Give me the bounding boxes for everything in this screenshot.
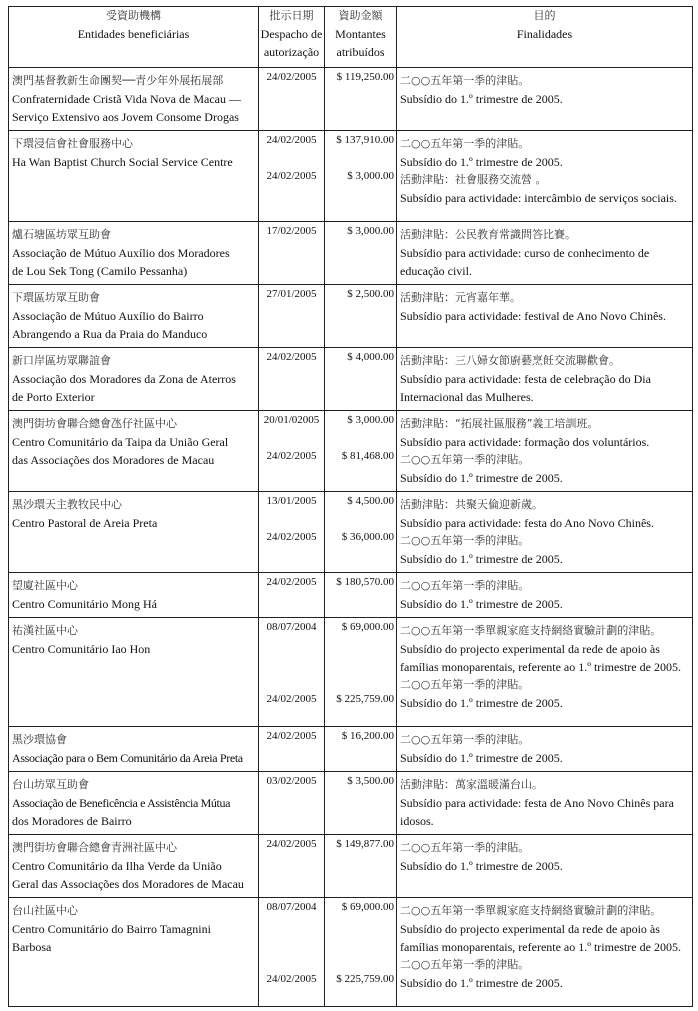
header-date [259, 7, 325, 68]
purpose-zh: 二○○五年第一季單親家庭支持網絡實驗計劃的津貼。 [400, 624, 662, 637]
purpose-pt: Subsídio para actividade: festa do Ano Novo Chinês. [400, 516, 654, 530]
date-cell [259, 835, 325, 898]
entity-cell [9, 727, 259, 772]
purpose-zh: 活動津貼：社會服務交流營 。 [400, 173, 547, 186]
table-row [9, 492, 693, 573]
entity-name-pt: de Porto Exterior [12, 390, 95, 404]
date-cell [259, 573, 325, 618]
grant-date: 24/02/2005 [266, 973, 317, 985]
entity-name-pt: Associação de Mútuo Auxílio dos Moradores [12, 246, 230, 260]
entity-name-zh: 澳門街坊會聯合總會氹仔社區中心 [12, 417, 177, 430]
amount-cell [325, 772, 397, 835]
grant-amount: $ 4,000.00 [347, 351, 394, 363]
header-date-zh: 批示日期 [269, 9, 314, 22]
entity-cell [9, 131, 259, 222]
grant-amount: $ 180,570.00 [336, 576, 394, 588]
entity-name-zh: 澳門街坊會聯合總會青洲社區中心 [12, 841, 177, 854]
grant-amount: $ 3,000.00 [347, 170, 394, 182]
purpose-cell [397, 131, 693, 222]
grant-amount: $ 16,200.00 [341, 730, 394, 742]
entity-name-pt: Centro Comunitário da Taipa da União Geral [12, 435, 229, 449]
entity-name-pt: de Lou Sek Tong (Camilo Pessanha) [12, 264, 188, 278]
purpose-zh: 二○○五年第一季的津貼。 [400, 534, 530, 547]
amount-cell [325, 573, 397, 618]
purpose-zh: 二○○五年第一季單親家庭支持網絡實驗計劃的津貼。 [400, 904, 662, 917]
grant-date: 24/02/2005 [266, 71, 317, 83]
grant-amount: $ 225,759.00 [336, 973, 394, 985]
header-amount-pt-1: Montantes [335, 27, 386, 41]
date-cell [259, 772, 325, 835]
purpose-cell [397, 285, 693, 348]
entity-name-zh: 台山社區中心 [12, 904, 78, 917]
entity-name-pt: Associação de Beneficência e Assistência Mútua [12, 796, 231, 810]
entity-name-pt: Associação de Mútuo Auxílio do Bairro [12, 309, 204, 323]
purpose-pt: Subsídio para actividade: festa de celebração do Dia Internacional das Mulheres. [400, 372, 651, 404]
purpose-pt: Subsídio do 1.º trimestre de 2005. [400, 859, 563, 873]
purpose-zh: 活動津貼：元宵嘉年華。 [400, 291, 521, 304]
table-row [9, 222, 693, 285]
date-cell [259, 285, 325, 348]
purpose-cell [397, 618, 693, 727]
amount-cell [325, 68, 397, 131]
grant-date: 24/02/2005 [266, 134, 317, 146]
date-cell [259, 898, 325, 1007]
purpose-zh: 二○○五年第一季的津貼。 [400, 579, 530, 592]
grant-date: 24/02/2005 [266, 450, 317, 462]
header-date-pt-2: autorização [263, 45, 320, 59]
amount-cell [325, 492, 397, 573]
purpose-pt: Subsídio do 1.º trimestre de 2005. [400, 552, 563, 566]
grant-amount: $ 69,000.00 [341, 621, 394, 633]
amount-cell [325, 898, 397, 1007]
entity-name-zh: 黑沙環協會 [12, 733, 67, 746]
table-row [9, 131, 693, 222]
purpose-pt: Subsídio do 1.º trimestre de 2005. [400, 471, 563, 485]
entity-name-pt: Centro Comunitário do Bairro Tamagnini [12, 922, 211, 936]
grant-amount: $ 81,468.00 [341, 450, 394, 462]
purpose-cell [397, 68, 693, 131]
purpose-pt: Subsídio do 1.º trimestre de 2005. [400, 751, 563, 765]
grant-amount: $ 3,000.00 [347, 225, 394, 237]
grant-amount: $ 2,500.00 [347, 288, 394, 300]
grant-date: 13/01/2005 [266, 495, 317, 507]
header-purpose [397, 7, 693, 68]
entity-cell [9, 618, 259, 727]
entity-cell [9, 898, 259, 1007]
entity-name-zh: 望廈社區中心 [12, 579, 78, 592]
purpose-cell [397, 835, 693, 898]
purpose-zh: 二○○五年第一季的津貼。 [400, 958, 530, 971]
purpose-pt: Subsídio do 1.º trimestre de 2005. [400, 696, 563, 710]
entity-name-pt: dos Moradores de Bairro [12, 814, 132, 828]
amount-cell [325, 618, 397, 727]
purpose-pt: Subsídio do 1.º trimestre de 2005. [400, 597, 563, 611]
grants-table [8, 6, 693, 1007]
grant-date: 24/02/2005 [266, 576, 317, 588]
purpose-zh: 二○○五年第一季的津貼。 [400, 733, 530, 746]
header-entity-zh: 受資助機構 [106, 9, 161, 22]
header-entity [9, 7, 259, 68]
grant-amount: $ 4,500.00 [347, 495, 394, 507]
table-row [9, 68, 693, 131]
entity-name-pt: Associação para o Bem Comunitário da Areia Preta [12, 751, 243, 765]
grant-date: 08/07/2004 [266, 901, 317, 913]
entity-name-zh: 下環區坊眾互助會 [12, 291, 100, 304]
grant-amount: $ 3,000.00 [347, 414, 394, 426]
purpose-zh: 活動津貼：萬家溫暖滿台山。 [400, 778, 543, 791]
header-entity-pt: Entidades beneficiárias [77, 27, 190, 41]
purpose-cell [397, 348, 693, 411]
amount-cell [325, 727, 397, 772]
purpose-zh: 活動津貼：三八婦女節廚藝烹飪交流聯歡會。 [400, 354, 620, 367]
grant-date: 24/02/2005 [266, 730, 317, 742]
grant-date: 24/02/2005 [266, 693, 317, 705]
header-amount-pt-2: atribuídos [336, 45, 385, 59]
amount-cell [325, 131, 397, 222]
purpose-zh: 二○○五年第一季的津貼。 [400, 678, 530, 691]
entity-name-zh: 祐漢社區中心 [12, 624, 78, 637]
table-row [9, 835, 693, 898]
grant-date: 17/02/2005 [266, 225, 317, 237]
grant-amount: $ 149,877.00 [336, 838, 394, 850]
header-amount-zh: 資助金額 [338, 9, 383, 22]
purpose-zh: 二○○五年第一季的津貼。 [400, 453, 530, 466]
purpose-zh: 二○○五年第一季的津貼。 [400, 137, 530, 150]
entity-name-pt: Centro Comunitário da Ilha Verde da União [12, 859, 222, 873]
purpose-cell [397, 222, 693, 285]
grant-amount: $ 36,000.00 [341, 531, 394, 543]
purpose-cell [397, 492, 693, 573]
purpose-zh: 活動津貼：公民教育常識問答比賽。 [400, 228, 576, 241]
entity-name-pt: Barbosa [12, 940, 52, 954]
purpose-cell [397, 772, 693, 835]
entity-name-zh: 台山坊眾互助會 [12, 778, 89, 791]
grant-date: 08/07/2004 [266, 621, 317, 633]
entity-name-pt: Centro Comunitário Iao Hon [12, 642, 151, 656]
purpose-pt: Subsídio do projecto experimental da rede de apoio às famílias monoparentais, referente ao 1.º trimestre de 2005. [400, 642, 681, 674]
grant-date: 24/02/2005 [266, 170, 317, 182]
header-amount [325, 7, 397, 68]
purpose-pt: Subsídio para actividade: formação dos voluntários. [400, 435, 650, 449]
entity-name-zh: 黑沙環天主教牧民中心 [12, 498, 122, 511]
header-purpose-zh: 目的 [533, 9, 556, 22]
table-row [9, 727, 693, 772]
grants-body [9, 68, 693, 1007]
grant-amount: $ 3,500.00 [347, 775, 394, 787]
entity-cell [9, 492, 259, 573]
table-row [9, 573, 693, 618]
date-cell [259, 68, 325, 131]
grant-amount: $ 137,910.00 [336, 134, 394, 146]
entity-name-zh: 下環浸信會社會服務中心 [12, 137, 133, 150]
purpose-zh: 活動津貼：“拓展社區服務”義工培訓班。 [400, 417, 599, 430]
purpose-pt: Subsídio para actividade: intercâmbio de serviços sociais. [400, 191, 677, 205]
entity-name-pt: Geral das Associações dos Moradores de Macau [12, 877, 244, 891]
table-row [9, 348, 693, 411]
entity-cell [9, 411, 259, 492]
date-cell [259, 131, 325, 222]
purpose-zh: 活動津貼：共聚天倫迎新歲。 [400, 498, 543, 511]
entity-name-pt: Centro Comunitário Mong Há [12, 597, 157, 611]
entity-cell [9, 772, 259, 835]
entity-name-zh: 爐石塘區坊眾互助會 [12, 228, 111, 241]
entity-cell [9, 573, 259, 618]
amount-cell [325, 222, 397, 285]
entity-name-pt: Confraternidade Cristã Vida Nova de Macau — [12, 92, 241, 106]
entity-cell [9, 68, 259, 131]
purpose-cell [397, 573, 693, 618]
purpose-pt: Subsídio para actividade: curso de conhecimento de educação civil. [400, 246, 650, 278]
entity-name-pt: Abrangendo a Rua da Praia do Manduco [12, 327, 208, 341]
grant-amount: $ 69,000.00 [341, 901, 394, 913]
amount-cell [325, 835, 397, 898]
date-cell [259, 411, 325, 492]
table-row [9, 618, 693, 727]
entity-name-pt: Ha Wan Baptist Church Social Service Centre [12, 155, 233, 169]
date-cell [259, 222, 325, 285]
purpose-cell [397, 411, 693, 492]
entity-name-pt: Serviço Extensivo aos Jovem Consome Drogas [12, 110, 239, 124]
date-cell [259, 348, 325, 411]
date-cell [259, 727, 325, 772]
grant-date: 03/02/2005 [266, 775, 317, 787]
grant-amount: $ 225,759.00 [336, 693, 394, 705]
entity-name-pt: Associação dos Moradores da Zona de Aterros [12, 372, 236, 386]
grant-date: 20/01/02005 [263, 414, 320, 426]
purpose-pt: Subsídio do projecto experimental da rede de apoio às famílias monoparentais, referente ao 1.º trimestre de 2005. [400, 922, 681, 954]
table-row [9, 411, 693, 492]
entity-name-zh: 澳門基督教新生命團契──青少年外展拓展部 [12, 74, 224, 87]
entity-cell [9, 835, 259, 898]
grant-amount: $ 119,250.00 [336, 71, 394, 83]
purpose-cell [397, 898, 693, 1007]
purpose-zh: 二○○五年第一季的津貼。 [400, 74, 530, 87]
date-cell [259, 492, 325, 573]
grant-date: 24/02/2005 [266, 531, 317, 543]
amount-cell [325, 411, 397, 492]
table-row [9, 898, 693, 1007]
entity-cell [9, 348, 259, 411]
amount-cell [325, 285, 397, 348]
grant-date: 24/02/2005 [266, 351, 317, 363]
purpose-pt: Subsídio do 1.º trimestre de 2005. [400, 976, 563, 990]
purpose-pt: Subsídio do 1.º trimestre de 2005. [400, 92, 563, 106]
header-purpose-pt: Finalidades [516, 27, 573, 41]
entity-cell [9, 285, 259, 348]
purpose-cell [397, 727, 693, 772]
table-row [9, 772, 693, 835]
purpose-zh: 二○○五年第一季的津貼。 [400, 841, 530, 854]
purpose-pt: Subsídio para actividade: festa de Ano Novo Chinês para idosos. [400, 796, 674, 828]
date-cell [259, 618, 325, 727]
purpose-pt: Subsídio para actividade: festival de Ano Novo Chinês. [400, 309, 666, 323]
entity-name-pt: das Associações dos Moradores de Macau [12, 453, 215, 467]
entity-cell [9, 222, 259, 285]
amount-cell [325, 348, 397, 411]
entity-name-zh: 新口岸區坊眾聯誼會 [12, 354, 111, 367]
table-row [9, 285, 693, 348]
header-date-pt-1: Despacho de [260, 27, 323, 41]
purpose-pt: Subsídio do 1.º trimestre de 2005. [400, 155, 563, 169]
header-row [9, 7, 693, 68]
entity-name-pt: Centro Pastoral de Areia Preta [12, 516, 158, 530]
grant-date: 27/01/2005 [266, 288, 317, 300]
grant-date: 24/02/2005 [266, 838, 317, 850]
